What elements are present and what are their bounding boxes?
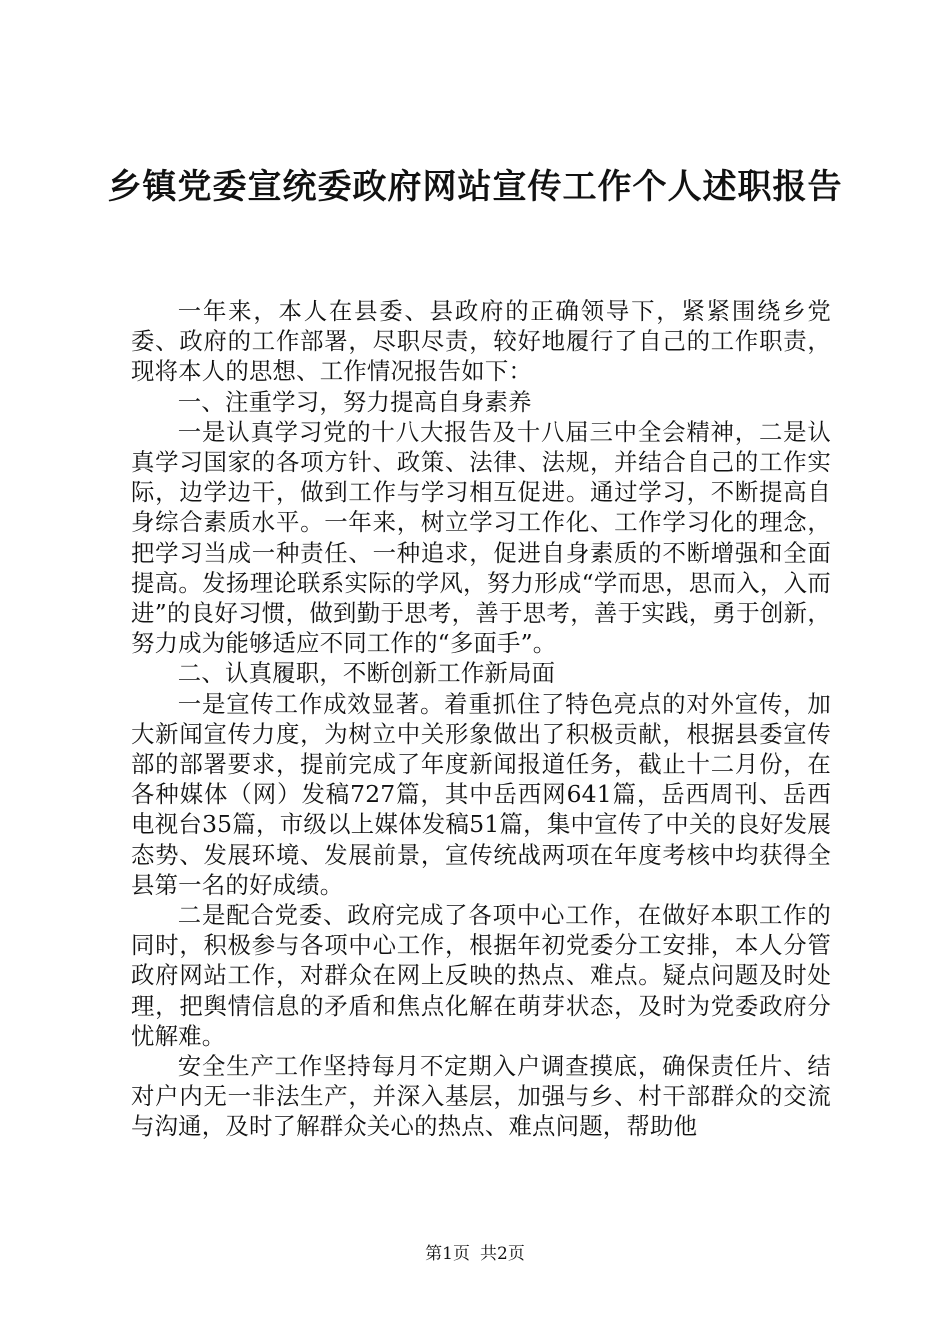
page-number: 第1页 xyxy=(425,1244,470,1264)
paragraph-safety: 安全生产工作坚持每月不定期入户调查摸底，确保责任片、结对户内无一非法生产，并深入基层，加强与乡、村干部群众的交流与沟通，及时了解群众关心的热点、难点问题，帮助他 xyxy=(131,1052,831,1141)
section-heading-1: 一、注重学习，努力提高自身素养 xyxy=(177,387,532,416)
section-heading-2: 二、认真履职，不断创新工作新局面 xyxy=(177,659,556,688)
paragraph-publicity: 一是宣传工作成效显著。着重抓住了特色亮点的对外宣传，加大新闻宣传力度，为树立中关形象做出了积极贡献，根据县委宣传部的部署要求，提前完成了年度新闻报道任务，截止十二月份，在各种媒体（网）发稿727篇，其中岳西网641篇，岳西周刊、岳西电视台35篇，市级以上媒体发稿51篇，集中宣传了中关的良好发展态势、发展环境、发展前景，宣传统战两项在年度考核中均获得全县第一名的好成绩。 xyxy=(131,689,831,899)
page-total: 共2页 xyxy=(480,1244,525,1264)
paragraph-study: 一是认真学习党的十八大报告及十八届三中全会精神，二是认真学习国家的各项方针、政策、法律、法规，并结合自己的工作实际，边学边干，做到工作与学习相互促进。通过学习，不断提高自身综合素质水平。一年来，树立学习工作化、工作学习化的理念，把学习当成一种责任、一种追求，促进自身素质的不断增强和全面提高。发扬理论联系实际的学风，努力形成“学而思，思而入，入而进”的良好习惯，做到勤于思考，善于思考，善于实践，勇于创新，努力成为能够适应不同工作的“多面手”。 xyxy=(131,417,831,658)
paragraph-central-work: 二是配合党委、政府完成了各项中心工作，在做好本职工作的同时，积极参与各项中心工作，根据年初党委分工安排，本人分管政府网站工作，对群众在网上反映的热点、难点。疑点问题及时处理，把舆情信息的矛盾和焦点化解在萌芽状态，及时为党委政府分忧解难。 xyxy=(131,901,831,1050)
document-title: 乡镇党委宣统委政府网站宣传工作个人述职报告 xyxy=(107,167,843,207)
paragraph-intro: 一年来，本人在县委、县政府的正确领导下，紧紧围绕乡党委、政府的工作部署，尽职尽责，较好地履行了自己的工作职责，现将本人的思想、工作情况报告如下： xyxy=(131,297,831,386)
document-body xyxy=(131,296,831,1142)
page-footer xyxy=(0,1243,950,1265)
